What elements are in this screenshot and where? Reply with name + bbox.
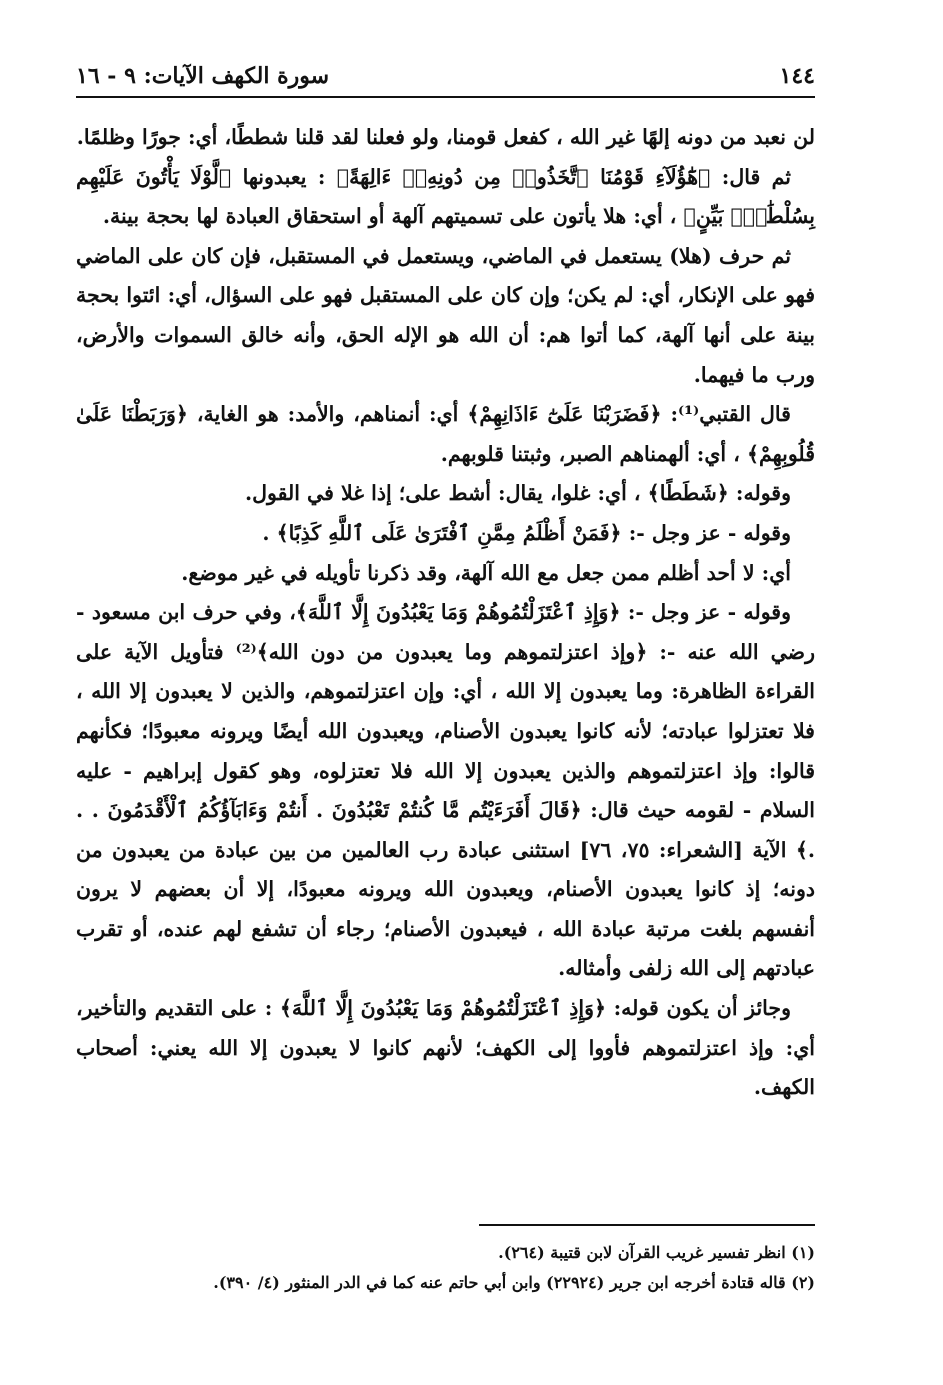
paragraph: قال القتبي⁽¹⁾: ﴿فَضَرَبْنَا عَلَىٰٓ ءَاذَانِهِمْ﴾ أي: أنمناهم، والأمد: هو الغاية، ﴿وَرَبَطْنَا عَلَىٰ قُلُوبِهِمْ﴾ ، أي: ألهمناهم الصبر، وثبتنا قلوبهم. (76, 402, 815, 466)
main-text (76, 118, 815, 1108)
page-header (76, 56, 815, 98)
running-title: سورة الكهف الآيات: ٩ - ١٦ (76, 63, 330, 89)
paragraph: لن نعبد من دونه إلهًا غير الله ، كفعل قومنا، ولو فعلنا لقد قلنا شططًا، أي: جورًا وظلمًا. (76, 125, 815, 149)
paragraph: وقوله: ﴿شَطَطًا﴾ ، أي: غلوا، يقال: أشط على؛ إذا غلا في القول. (244, 481, 791, 506)
paragraph: وجائز أن يكون قوله: ﴿وَإِذِ ٱعْتَزَلْتُمُوهُمْ وَمَا يَعْبُدُونَ إِلَّا ٱللَّهَ﴾ : على التقديم والتأخير، أي: وإذ اعتزلتموهم فأووا إلى الكهف؛ لأنهم كانوا لا يعبدون إلا الله يعني: أصحاب الكهف. (76, 996, 815, 1100)
footnote: (٢) قاله قتادة أخرجه ابن جرير (٢٢٩٢٤) وابن أبي حاتم عنه كما في الدر المنثور (٤/ ٣٩٠). (213, 1273, 815, 1292)
footnote: (١) انظر تفسير غريب القرآن لابن قتيبة (٢٦٤). (498, 1243, 815, 1262)
page-number: ١٤٤ (779, 63, 815, 89)
paragraph: ثم حرف (هلا) يستعمل في الماضي، ويستعمل في المستقبل، فإن كان على الماضي فهو على الإنكار، أي: لم يكن؛ وإن كان على المستقبل فهو على السؤال، أي: ائتوا بحجة بينة على أنها آلهة، كما أتوا هم: أن الله هو الإله الحق، وأنه خالق السموات والأرض، ورب ما فيهما. (76, 243, 815, 387)
paragraph: وقوله - عز وجل -: ﴿فَمَنْ أَظْلَمُ مِمَّنِ ٱفْتَرَىٰ عَلَى ٱللَّهِ كَذِبًا﴾ . (262, 520, 791, 545)
paragraph: وقوله - عز وجل -: ﴿وَإِذِ ٱعْتَزَلْتُمُوهُمْ وَمَا يَعْبُدُونَ إِلَّا ٱللَّهَ﴾، وفي حرف ابن مسعود - رضي الله عنه -: ﴿وإذ اعتزلتموهم وما يعبدون من دون الله﴾⁽²⁾ فتأويل الآية على القراءة الظاهرة: وما يعبدون إلا الله ، أي: وإن اعتزلتموهم، والذين لا يعبدون إلا الله ، فلا تعتزلوا عبادته؛ لأنه كانوا يعبدون الأصنام، ويعبدون الله أيضًا ويرونه معبودًا؛ فكأنهم قالوا: وإذ اعتزلتموهم والذين يعبدون إلا الله فلا تعتزلوه، وهو كقول إبراهيم - عليه السلام - لقومه حيث قال: ﴿قَالَ أَفَرَءَيْتُم مَّا كُنتُمْ تَعْبُدُونَ . أَنتُمْ وَءَابَآؤُكُمُ ٱلْأَقْدَمُونَ . . .﴾ الآية [الشعراء: ٧٥، ٧٦] استثنى عبادة رب العالمين من بين عبادة من يعبدون من دونه؛ إذ كانوا يعبدون الأصنام، ويعبدون الله ويرونه معبودًا، إلا أن بعضهم لا يرون أنفسهم بلغت مرتبة عبادة الله ، فيعبدون الأصنام؛ رجاء أن تشفع لهم عنده، أو تقرب عبادتهم إلى الله زلفى وأمثاله. (76, 600, 815, 981)
footnotes (76, 1238, 815, 1298)
footnote-separator (479, 1224, 815, 1226)
paragraph: ثم قال: ﴿هَٰٓؤُلَآءِ قَوْمُنَا ٱتَّخَذُوا۟ مِن دُونِهِۦٓ ءَالِهَةً﴾ : يعبدونها ﴿لَّوْلَا يَأْتُونَ عَلَيْهِم بِسُلْطَٰنٍۭ بَيِّنٍ﴾ ، أي: هلا يأتون على تسميتهم آلهة أو استحقاق العبادة لها بحجة بينة. (76, 164, 815, 229)
paragraph: أي: لا أحد أظلم ممن جعل مع الله آلهة، وقد ذكرنا تأويله في غير موضع. (181, 560, 791, 585)
